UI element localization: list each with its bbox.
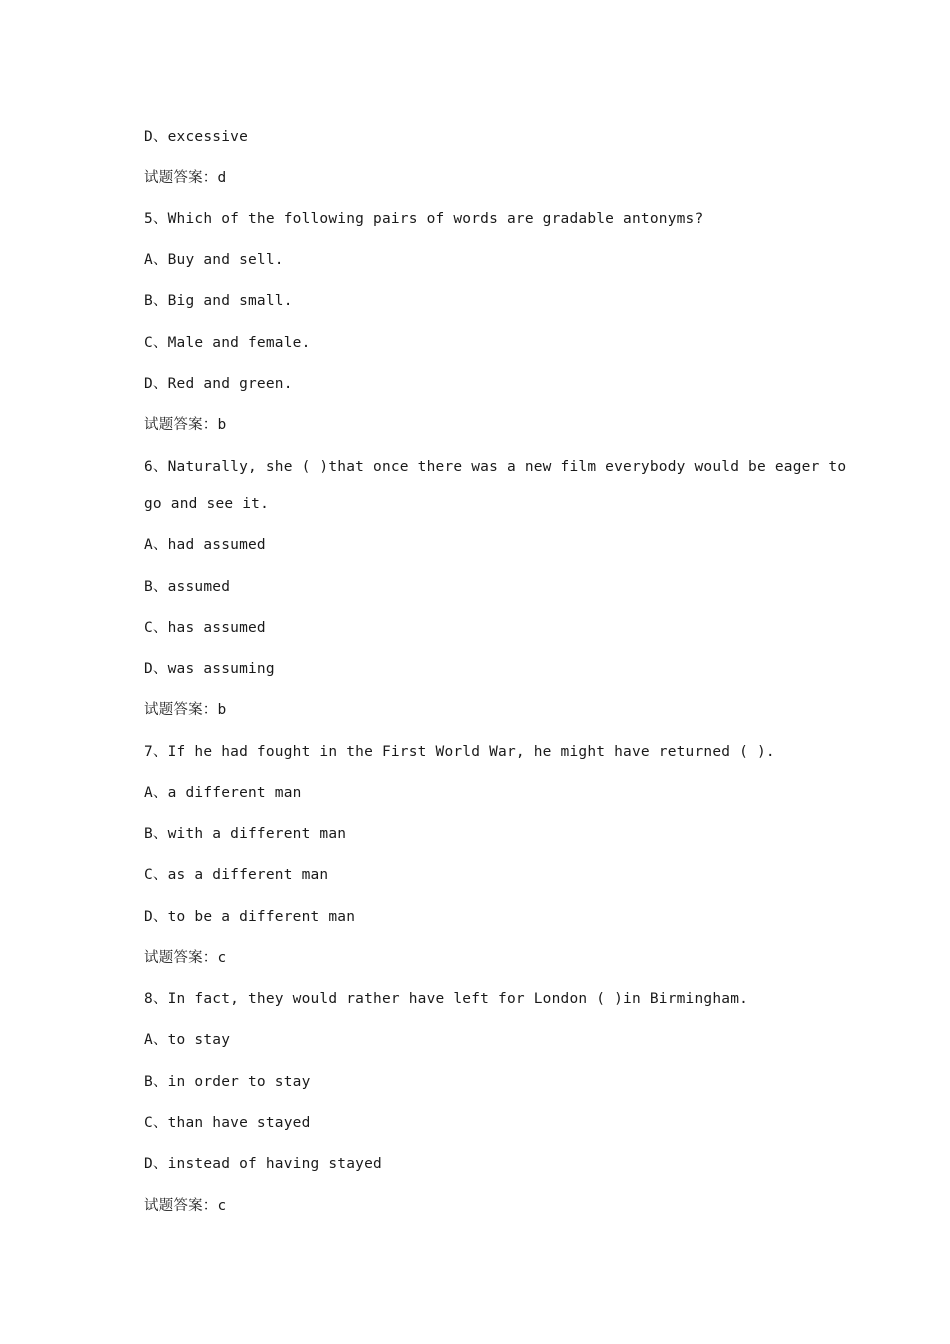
q6-answer: 试题答案：b: [144, 702, 227, 718]
q5-option-b: B、Big and small.: [144, 293, 293, 309]
q6-option-c: C、has assumed: [144, 620, 266, 636]
q4-option-d: D、excessive: [144, 129, 248, 145]
q8-option-c: C、than have stayed: [144, 1115, 311, 1131]
q6-question-cont: go and see it.: [144, 496, 270, 512]
q8-option-d: D、instead of having stayed: [144, 1156, 382, 1172]
q7-option-b: B、with a different man: [144, 826, 347, 842]
q5-question: 5、Which of the following pairs of words are gradable antonyms?: [144, 211, 704, 227]
q8-option-a: A、to stay: [144, 1032, 231, 1048]
q6-option-d: D、was assuming: [144, 661, 275, 677]
q6-question: 6、Naturally, she ( )that once there was a new film everybody would be eager to: [144, 459, 847, 475]
q8-answer: 试题答案：c: [144, 1198, 227, 1214]
q5-option-c: C、Male and female.: [144, 335, 311, 351]
q8-option-b: B、in order to stay: [144, 1074, 311, 1090]
q6-option-b: B、assumed: [144, 579, 231, 595]
q7-answer: 试题答案：c: [144, 950, 227, 966]
q6-option-a: A、had assumed: [144, 537, 266, 553]
q7-question: 7、If he had fought in the First World War, he might have returned ( ).: [144, 744, 775, 760]
q4-answer: 试题答案：d: [144, 170, 227, 186]
q7-option-a: A、a different man: [144, 785, 302, 801]
q5-answer: 试题答案：b: [144, 417, 227, 433]
q5-option-a: A、Buy and sell.: [144, 252, 284, 268]
q5-option-d: D、Red and green.: [144, 376, 293, 392]
q7-option-c: C、as a different man: [144, 867, 329, 883]
q8-question: 8、In fact, they would rather have left for London ( )in Birmingham.: [144, 991, 749, 1007]
q7-option-d: D、to be a different man: [144, 909, 356, 925]
